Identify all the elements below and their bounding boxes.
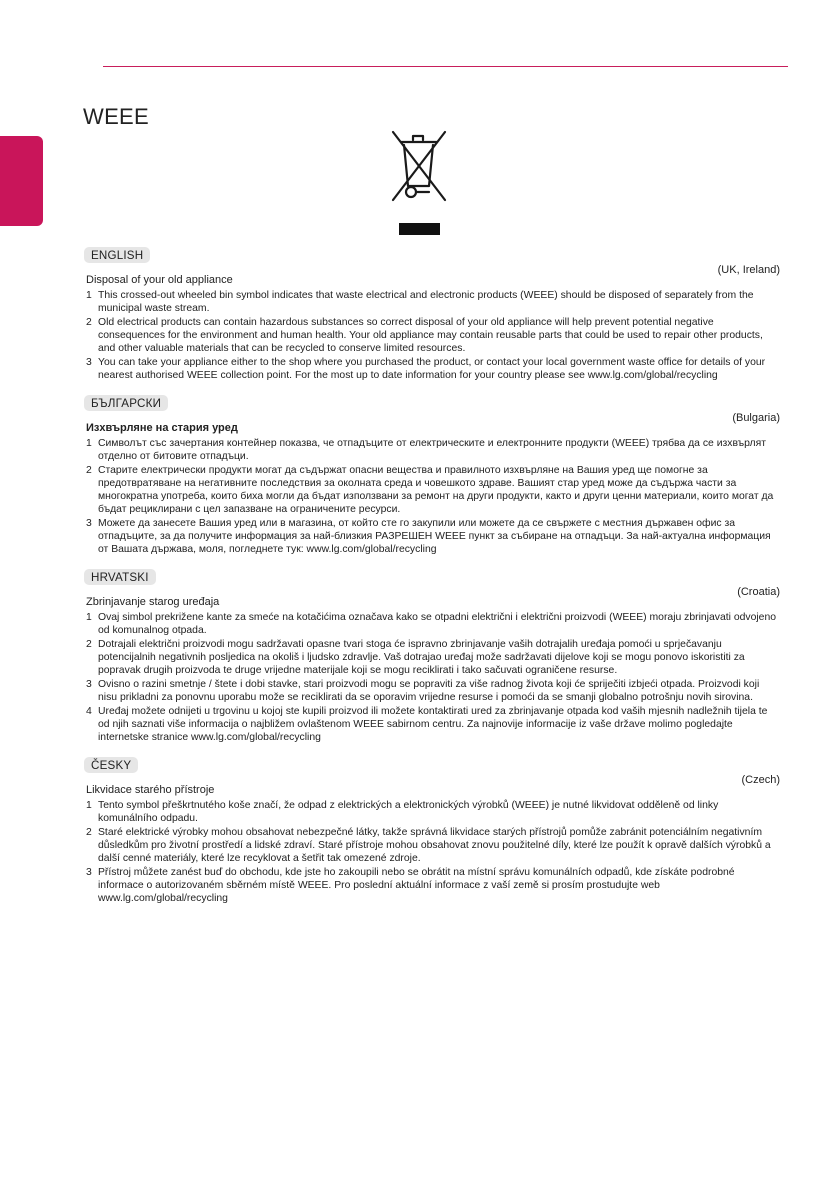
header-rule <box>103 66 788 67</box>
list-item: 1 Tento symbol přeškrtnutého koše značí, že odpad z elektrických a elektronických výrobků (WEEE) je nutné likvidovat odděleně od linky komunálního odpadu. <box>86 800 719 824</box>
list-item: 3 You can take your appliance either to the shop where you purchased the product, or contact your local government waste office for details of your nearest authorised WEEE collection point. For the most up to date information for your country please see www.lg.com/global/recycling <box>86 357 766 381</box>
list-item: 3 Можете да занесете Вашия уред или в магазина, от който сте го закупили или можете да се свържете с местния държавен офис за отпадъците, за да получите информация за най-близкия РАЗРЕШЕН WEEE пункт за събиране на отпадъци. За най-актуална информация от Вашата държава, моля, погледнете тук: www.lg.com/global/recycling <box>86 518 771 555</box>
list-item: 4 Uređaj možete odnijeti u trgovinu u kojoj ste kupili proizvod ili možete kontaktirati ured za zbrinjavanje otpada kod vaših mjesnih nadležnih tijela te od njih saznati više informacija o najbližem ovlaštenom WEEE sabirnom centru. Za najnovije informacije iz vaše države molimo pogledajte internetske stranice www.lg.com/global/recycling <box>86 706 768 743</box>
language-badge: ENGLISH <box>84 247 150 263</box>
section-title: Zbrinjavanje starog uređaja <box>86 596 220 608</box>
section-title: Disposal of your old appliance <box>86 274 233 286</box>
section-croatian <box>84 568 780 744</box>
list-item: 2 Dotrajali električni proizvodi mogu sadržavati opasne tvari stoga će ispravno zbrinjavanje vaših dotrajalih uređaja pomoći u sprječavanju potencijalnih negativnih posljedica na okoliš i ljudsko zdravlje. Vaš dotrajao uređaj može sadržavati dijelove koji se mogu ponovo iskoristiti za popravak drugih proizvoda te druge vrijedne materijale koji se mogu reciklirati i tako sačuvati ograničene resurse. <box>86 639 745 676</box>
list-item: 1 Символът със зачертания контейнер показва, че отпадъците от електрическите и електронните продукти (WEEE) трябва да се изхвърлят отделно от битовите отпадъци. <box>86 438 766 462</box>
region-label: (Croatia) <box>737 586 780 598</box>
section-bulgarian <box>84 394 780 556</box>
weee-content <box>84 246 780 917</box>
region-label: (Bulgaria) <box>732 412 780 424</box>
crossed-out-bin-icon <box>387 126 451 236</box>
region-label: (Czech) <box>741 774 780 786</box>
list-item: 2 Staré elektrické výrobky mohou obsahovat nebezpečné látky, takže správná likvidace starých přístrojů pomůže zabránit potenciálním negativním důsledkům pro životní prostředí a lidské zdraví. Staré přístroje mohou obsahovat znovu použitelné díly, které lze použít k opravě dalších výrobků a další cenné materiály, které lze recyklovat a šetřit tak omezené zdroje. <box>86 827 771 864</box>
section-title: Изхвърляне на стария уред <box>86 422 238 434</box>
language-badge: HRVATSKI <box>84 569 156 585</box>
section-czech <box>84 756 780 905</box>
list-item: 3 Přístroj můžete zanést buď do obchodu, kde jste ho zakoupili nebo se obrátit na místní správu komunálních odpadů, kde získáte podrobné informace o autorizovaném sběrném místě WEEE. Pro poslední aktuální informace z vaší země si prosím prostudujte web www.lg.com/global/recycling <box>86 867 735 904</box>
side-chapter-tab <box>0 136 43 226</box>
list-item: 2 Old electrical products can contain hazardous substances so correct disposal of your old appliance will help prevent potential negative consequences for the environment and human health. Your old appliance may contain reusable parts that could be used to repair other products, and other valuable materials that can be recycled to conserve limited resources. <box>86 317 763 354</box>
section-title: Likvidace starého přístroje <box>86 784 215 796</box>
list-item: 1 This crossed-out wheeled bin symbol indicates that waste electrical and electronic products (WEEE) should be disposed of separately from the municipal waste stream. <box>86 290 754 314</box>
region-label: (UK, Ireland) <box>717 264 780 276</box>
list-item: 2 Старите електрически продукти могат да съдържат опасни вещества и правилното изхвърляне на Вашия уред ще помогне за предотвратяване на негативните последствия за околната среда и човешкото здраве. Вашият стар уред може да съдържа части за многократна употреба, които биха могли да бъдат използвани за ремонт на други продукти, както и други ценни материали, които могат да бъдат рециклирани с цел запазване на ограничените ресурси. <box>86 465 774 515</box>
list-item: 1 Ovaj simbol prekrižene kante za smeće na kotačićima označava kako se otpadni električni i električni proizvodi (WEEE) moraju zbrinjavati odvojeno od komunalnog otpada. <box>86 612 777 636</box>
section-english <box>84 246 780 382</box>
page-title: WEEE <box>83 104 149 129</box>
language-badge: ČESKY <box>84 757 138 773</box>
list-item: 3 Ovisno o razini smetnje / štete i dobi stavke, stari proizvodi mogu se popraviti za više radnog života koji će spriječiti izbjeći otpada. Proizvodi koji nisu prikladni za ponovnu uporabu može se reciklirati da se oporavim vrijedne resurse i pomoći da se smanji globalno potrošnju novih sirovina. <box>86 679 760 703</box>
language-badge: БЪЛГАРСКИ <box>84 395 168 411</box>
